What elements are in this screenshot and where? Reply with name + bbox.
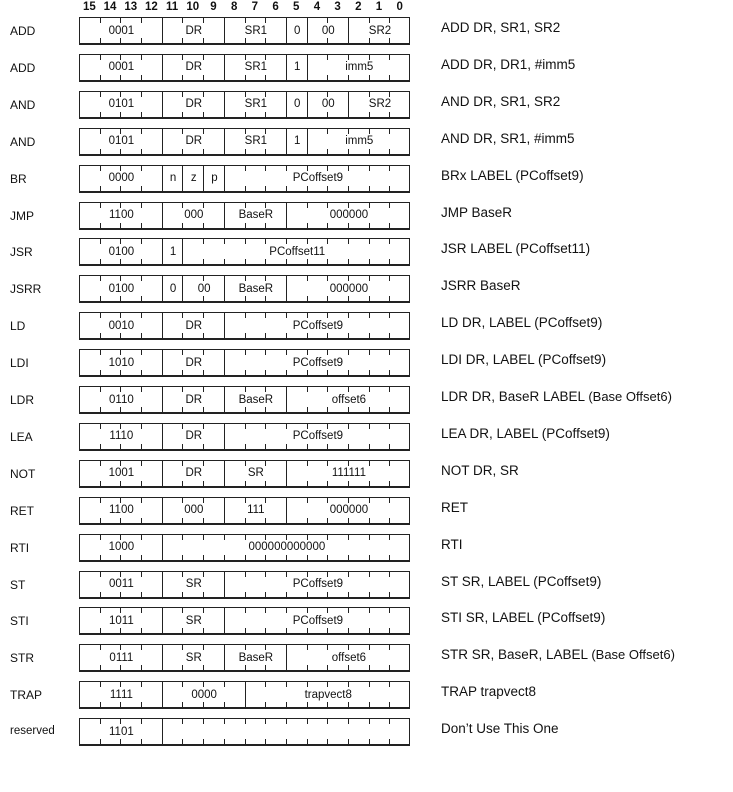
assembly-syntax-text: LD DR, LABEL (PCoffset9) xyxy=(441,315,603,331)
encoding-box xyxy=(79,275,410,303)
field-label: 0011 xyxy=(109,578,134,590)
assembly-syntax-text: NOT DR, SR xyxy=(441,462,519,478)
field-label: 0 xyxy=(294,98,301,111)
bit-number-4: 4 xyxy=(313,1,321,13)
field-label: 1 xyxy=(294,135,301,148)
field-label: DR xyxy=(185,98,203,111)
encoding-box xyxy=(79,54,410,82)
field-label: PCoffset9 xyxy=(292,578,344,590)
field-label: 000000 xyxy=(329,504,369,517)
assembly-syntax-text: AND DR, SR1, SR2 xyxy=(441,93,561,109)
field-label: 000 xyxy=(184,209,204,221)
field-label: imm5 xyxy=(345,61,374,74)
field-label: DR xyxy=(185,24,203,37)
field-label: 0010 xyxy=(108,319,135,332)
field-label: 0001 xyxy=(108,61,135,74)
field-label: 1111 xyxy=(109,688,133,701)
instruction-name: JSRR xyxy=(10,282,42,297)
assembly-syntax xyxy=(441,241,590,256)
field-label: DR xyxy=(185,61,203,74)
encoding-box xyxy=(79,423,410,451)
instruction-name: LDR xyxy=(10,393,35,407)
assembly-syntax-text: ST SR, LABEL (PCoffset9) xyxy=(441,573,602,589)
field-label: 000 xyxy=(184,504,204,517)
assembly-syntax-text: LDR DR, BaseR LABEL xyxy=(441,389,585,404)
field-label: DR xyxy=(185,393,203,406)
field-label: DR xyxy=(185,356,203,369)
instruction-name: ADD xyxy=(10,60,36,75)
field-label: SR xyxy=(185,651,202,664)
field-label: SR2 xyxy=(368,24,392,37)
encoding-box xyxy=(79,349,410,377)
assembly-syntax xyxy=(441,389,672,404)
assembly-syntax-note: (Base Offset6) xyxy=(588,389,672,404)
instruction-name: NOT xyxy=(10,466,36,481)
instruction-name: JMP xyxy=(10,208,34,223)
bit-number-0: 0 xyxy=(396,1,403,13)
assembly-syntax-text: RTI xyxy=(441,536,463,552)
assembly-syntax xyxy=(441,684,536,699)
field-label: 1001 xyxy=(108,467,135,480)
field-label: 1 xyxy=(294,61,301,74)
encoding-box xyxy=(79,460,410,488)
instruction-name: TRAP xyxy=(10,688,43,703)
field-label: PCoffset9 xyxy=(292,319,344,332)
assembly-syntax xyxy=(441,426,610,441)
field-label: PCoffset11 xyxy=(269,245,326,258)
assembly-syntax-note: (Base Offset6) xyxy=(591,647,675,663)
encoding-box xyxy=(79,386,410,414)
field-label: p xyxy=(211,172,218,185)
instruction-name: RET xyxy=(10,503,34,518)
bit-number-14: 14 xyxy=(103,1,117,13)
field-label: 0101 xyxy=(108,135,135,148)
field-label: SR xyxy=(247,467,264,480)
instruction-name: LEA xyxy=(10,429,33,444)
encoding-box xyxy=(79,238,410,266)
instruction-name: STI xyxy=(10,614,29,629)
bit-number-5: 5 xyxy=(293,1,300,13)
encoding-box xyxy=(79,312,410,340)
assembly-syntax xyxy=(441,57,575,72)
assembly-syntax-text: ADD DR, SR1, SR2 xyxy=(441,20,561,35)
encoding-box xyxy=(79,607,410,635)
field-label: 0 xyxy=(169,282,177,295)
assembly-syntax xyxy=(441,352,606,367)
field-label: 00 xyxy=(321,24,335,37)
encoding-box xyxy=(79,91,410,119)
instruction-name: ST xyxy=(10,577,26,592)
encoding-box xyxy=(79,202,410,230)
assembly-syntax xyxy=(441,647,675,662)
encoding-box xyxy=(79,128,410,156)
bit-number-7: 7 xyxy=(251,1,259,13)
field-label: BaseR xyxy=(238,282,274,295)
assembly-syntax-text: ADD DR, DR1, #imm5 xyxy=(441,56,576,72)
field-label: 1101 xyxy=(109,725,134,738)
bit-number-8: 8 xyxy=(230,1,238,13)
bit-number-11: 11 xyxy=(166,1,179,13)
assembly-syntax xyxy=(441,500,468,515)
instruction-name: BR xyxy=(10,171,27,186)
field-label: 0 xyxy=(294,24,301,37)
encoding-box xyxy=(79,571,410,599)
field-label: 000000000000 xyxy=(248,541,326,554)
encoding-box xyxy=(79,497,410,525)
bit-number-6: 6 xyxy=(272,1,279,13)
assembly-syntax-text: STI SR, LABEL (PCoffset9) xyxy=(441,610,606,626)
bit-number-2: 2 xyxy=(355,1,362,13)
assembly-syntax-text: BRx LABEL (PCoffset9) xyxy=(441,167,584,183)
field-label: SR xyxy=(185,614,202,627)
instruction-name: LD xyxy=(10,319,26,334)
field-label: 0001 xyxy=(108,24,135,37)
field-label: 1 xyxy=(169,245,177,258)
assembly-syntax xyxy=(441,315,602,330)
field-label: 00 xyxy=(197,282,211,295)
field-label: BaseR xyxy=(238,393,274,406)
field-label: PCoffset9 xyxy=(292,356,344,369)
field-label: PCoffset9 xyxy=(292,614,344,627)
instruction-name: reserved xyxy=(10,725,55,738)
field-label: 1100 xyxy=(109,209,134,221)
instruction-name: RTI xyxy=(10,540,30,555)
bit-number-10: 10 xyxy=(186,1,200,13)
field-label: SR1 xyxy=(244,98,268,111)
assembly-syntax xyxy=(441,463,519,478)
assembly-syntax xyxy=(441,278,521,293)
field-label: 0101 xyxy=(108,98,135,111)
assembly-syntax-text: JMP BaseR xyxy=(441,204,513,220)
assembly-syntax-text: LEA DR, LABEL (PCoffset9) xyxy=(441,425,610,441)
field-label: PCoffset9 xyxy=(292,430,344,443)
field-label: DR xyxy=(185,135,203,148)
encoding-box xyxy=(79,718,410,746)
field-label: 000000 xyxy=(329,282,369,295)
field-label: z xyxy=(190,172,197,185)
field-label: PCoffset9 xyxy=(292,172,344,185)
instruction-name: LDI xyxy=(10,356,29,371)
field-label: DR xyxy=(185,467,203,480)
field-label: 111111 xyxy=(331,467,366,480)
bit-number-13: 13 xyxy=(124,1,138,13)
field-label: BaseR xyxy=(238,651,274,664)
field-label: DR xyxy=(185,430,203,443)
assembly-syntax-text: LDI DR, LABEL (PCoffset9) xyxy=(441,352,607,368)
assembly-syntax-text: STR SR, BaseR, LABEL xyxy=(441,647,588,663)
assembly-syntax-text: AND DR, SR1, #imm5 xyxy=(441,130,575,146)
assembly-syntax-text: TRAP trapvect8 xyxy=(441,684,537,700)
field-label: imm5 xyxy=(345,135,374,148)
bit-number-15: 15 xyxy=(82,1,96,13)
assembly-syntax xyxy=(441,20,560,35)
field-label: 0000 xyxy=(191,688,217,701)
field-label: DR xyxy=(185,319,203,332)
field-label: n xyxy=(169,172,177,185)
field-label: offset6 xyxy=(331,651,367,664)
field-label: 1000 xyxy=(108,541,135,554)
instruction-name: AND xyxy=(10,134,36,149)
field-label: 1011 xyxy=(109,614,134,627)
field-label: offset6 xyxy=(331,393,367,406)
field-label: trapvect8 xyxy=(304,688,352,701)
bit-number-12: 12 xyxy=(145,1,158,13)
field-label: 0100 xyxy=(108,282,135,295)
field-label: 0111 xyxy=(109,651,134,664)
field-label: 1010 xyxy=(108,356,135,369)
encoding-box xyxy=(79,534,410,562)
field-label: 1110 xyxy=(109,430,134,443)
assembly-syntax xyxy=(441,131,575,146)
assembly-syntax xyxy=(441,94,560,109)
field-label: 1100 xyxy=(109,504,134,517)
assembly-syntax xyxy=(441,205,512,220)
field-label: 000000 xyxy=(329,209,369,221)
assembly-syntax xyxy=(441,574,601,589)
assembly-syntax-text: RET xyxy=(441,499,468,515)
field-label: 00 xyxy=(321,98,335,111)
field-label: BaseR xyxy=(238,209,274,221)
encoding-box xyxy=(79,681,410,709)
encoding-box xyxy=(79,644,410,672)
assembly-syntax-text: JSR LABEL (PCoffset11) xyxy=(441,241,591,257)
field-label: SR2 xyxy=(368,98,392,111)
encoding-box xyxy=(79,17,410,45)
field-label: 0110 xyxy=(109,393,134,406)
field-label: SR1 xyxy=(244,135,268,148)
assembly-syntax-text: Don’t Use This One xyxy=(441,721,559,737)
bit-number-1: 1 xyxy=(375,1,383,13)
instruction-name: STR xyxy=(10,651,34,666)
field-label: 0100 xyxy=(108,245,135,258)
instruction-name: AND xyxy=(10,97,36,112)
assembly-syntax-text: JSRR BaseR xyxy=(441,278,521,294)
field-label xyxy=(163,719,411,744)
assembly-syntax xyxy=(441,168,584,183)
instruction-name: ADD xyxy=(10,24,36,38)
instruction-name: JSR xyxy=(10,245,33,260)
field-label: SR1 xyxy=(244,24,268,37)
assembly-syntax xyxy=(441,537,463,552)
assembly-syntax xyxy=(441,721,559,736)
bit-number-9: 9 xyxy=(210,1,217,13)
bit-number-3: 3 xyxy=(334,1,341,13)
field-label: 111 xyxy=(247,504,265,517)
field-label: 0000 xyxy=(108,172,135,185)
encoding-box xyxy=(79,165,410,193)
assembly-syntax xyxy=(441,610,605,625)
field-label: SR1 xyxy=(244,61,268,74)
field-label: SR xyxy=(185,578,202,590)
